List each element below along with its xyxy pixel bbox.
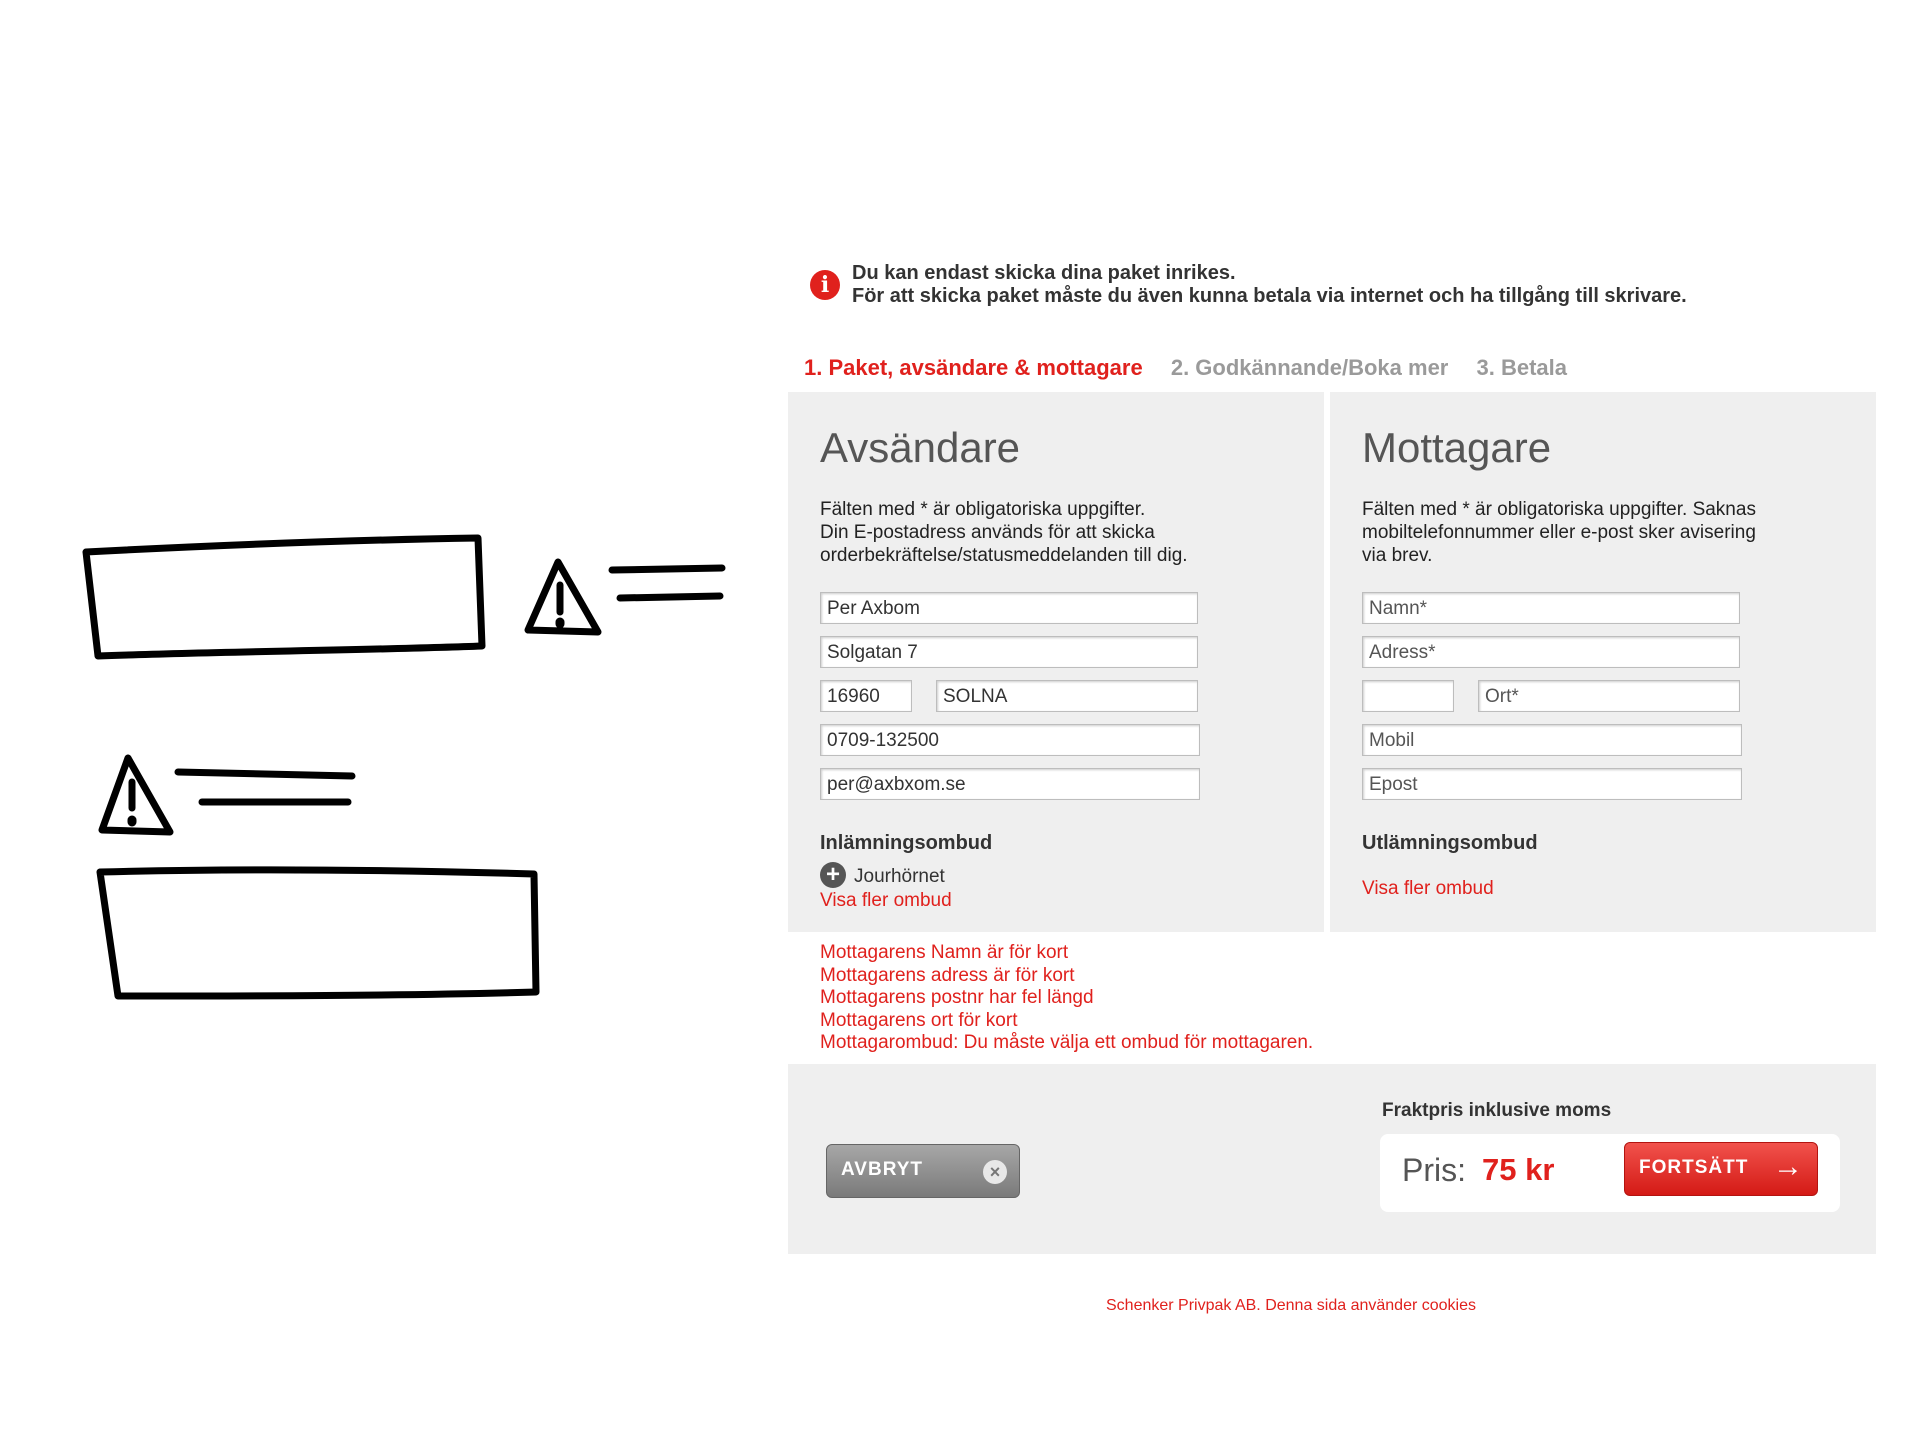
recipient-phone-input[interactable]: Mobil bbox=[1362, 724, 1742, 756]
checkout-panel bbox=[788, 1064, 1876, 1254]
sender-desc-line: Fälten med * är obligatoriska uppgifter. bbox=[820, 499, 1146, 520]
sketch-field-box-2 bbox=[100, 870, 536, 996]
recipient-description bbox=[1362, 498, 1852, 567]
recipient-name-input[interactable]: Namn* bbox=[1362, 592, 1740, 624]
dropoff-agent-name: Jourhörnet bbox=[854, 866, 945, 887]
sketch-field-box-1 bbox=[86, 538, 482, 656]
footer-note: Schenker Privpak AB. Denna sida använder cookies bbox=[1106, 1297, 1476, 1314]
sketch-text-line bbox=[612, 568, 722, 570]
step-1[interactable]: 1. Paket, avsändare & mottagare bbox=[804, 355, 1143, 380]
continue-button[interactable] bbox=[1624, 1142, 1818, 1196]
recipient-address-input[interactable]: Adress* bbox=[1362, 636, 1740, 668]
sketch-text-line bbox=[620, 596, 720, 598]
warning-icon bbox=[102, 758, 170, 832]
warning-icon bbox=[528, 562, 598, 632]
sender-panel bbox=[788, 392, 1324, 932]
recipient-city-input[interactable]: Ort* bbox=[1478, 680, 1740, 712]
notice-line-1: Du kan endast skicka dina paket inrikes. bbox=[852, 262, 1236, 284]
info-icon: i bbox=[810, 270, 840, 300]
recipient-desc-line: Fälten med * är obligatoriska uppgifter. Saknas bbox=[1362, 499, 1756, 520]
error-list bbox=[820, 942, 1313, 1055]
sender-desc-line: Din E-postadress används för att skicka bbox=[820, 522, 1155, 543]
sender-zip-input[interactable]: 16960 bbox=[820, 680, 912, 712]
step-indicator bbox=[804, 355, 1589, 381]
sender-address-input[interactable]: Solgatan 7 bbox=[820, 636, 1198, 668]
sender-name-input[interactable]: Per Axbom bbox=[820, 592, 1198, 624]
sender-city-input[interactable]: SOLNA bbox=[936, 680, 1198, 712]
pickup-agent-heading: Utlämningsombud bbox=[1362, 832, 1538, 854]
error-message: Mottagarens Namn är för kort bbox=[820, 942, 1069, 963]
recipient-panel bbox=[1330, 392, 1876, 932]
sender-email-input[interactable]: per@axbxom.se bbox=[820, 768, 1200, 800]
dropoff-agent-heading: Inlämningsombud bbox=[820, 832, 993, 854]
cancel-button[interactable] bbox=[826, 1144, 1020, 1198]
error-message: Mottagarens adress är för kort bbox=[820, 964, 1075, 986]
step-2[interactable]: 2. Godkännande/Boka mer bbox=[1170, 355, 1449, 380]
sender-desc-line: orderbekräftelse/statusmeddelanden till dig. bbox=[820, 545, 1188, 566]
cancel-button-label: AVBRYT bbox=[841, 1159, 923, 1180]
sender-more-agents-link[interactable]: Visa fler ombud bbox=[820, 890, 952, 911]
recipient-title: Mottagare bbox=[1362, 424, 1552, 471]
error-message: Mottagarens postnr har fel längd bbox=[820, 987, 1094, 1008]
recipient-zip-input[interactable] bbox=[1362, 680, 1454, 712]
error-message: Mottagarens ort för kort bbox=[820, 1009, 1018, 1031]
sketch-annotation bbox=[0, 0, 780, 1100]
recipient-desc-line: via brev. bbox=[1362, 545, 1433, 566]
continue-button-label: FORTSÄTT bbox=[1639, 1157, 1749, 1178]
notice-line-2: För att skicka paket måste du även kunna betala via internet och ha tillgång till skrivare. bbox=[852, 285, 1687, 307]
price-value: 75 kr bbox=[1482, 1152, 1555, 1187]
price-box bbox=[1380, 1134, 1840, 1212]
recipient-email-input[interactable]: Epost bbox=[1362, 768, 1742, 800]
price-heading: Fraktpris inklusive moms bbox=[1382, 1100, 1612, 1121]
arrow-right-icon: → bbox=[1773, 1150, 1803, 1183]
sender-phone-input[interactable]: 0709-132500 bbox=[820, 724, 1200, 756]
price-label: Pris: bbox=[1402, 1152, 1466, 1188]
step-3[interactable]: 3. Betala bbox=[1476, 355, 1567, 380]
recipient-desc-line: mobiltelefonnummer eller e-post sker avisering bbox=[1362, 522, 1756, 543]
sketch-text-line bbox=[178, 772, 352, 776]
error-message: Mottagarombud: Du måste välja ett ombud för mottagaren. bbox=[820, 1032, 1314, 1053]
sender-title: Avsändare bbox=[820, 424, 1021, 471]
add-icon[interactable]: + bbox=[820, 862, 846, 888]
sender-description bbox=[820, 498, 1310, 567]
close-icon: × bbox=[983, 1160, 1007, 1184]
recipient-more-agents-link[interactable]: Visa fler ombud bbox=[1362, 878, 1494, 899]
